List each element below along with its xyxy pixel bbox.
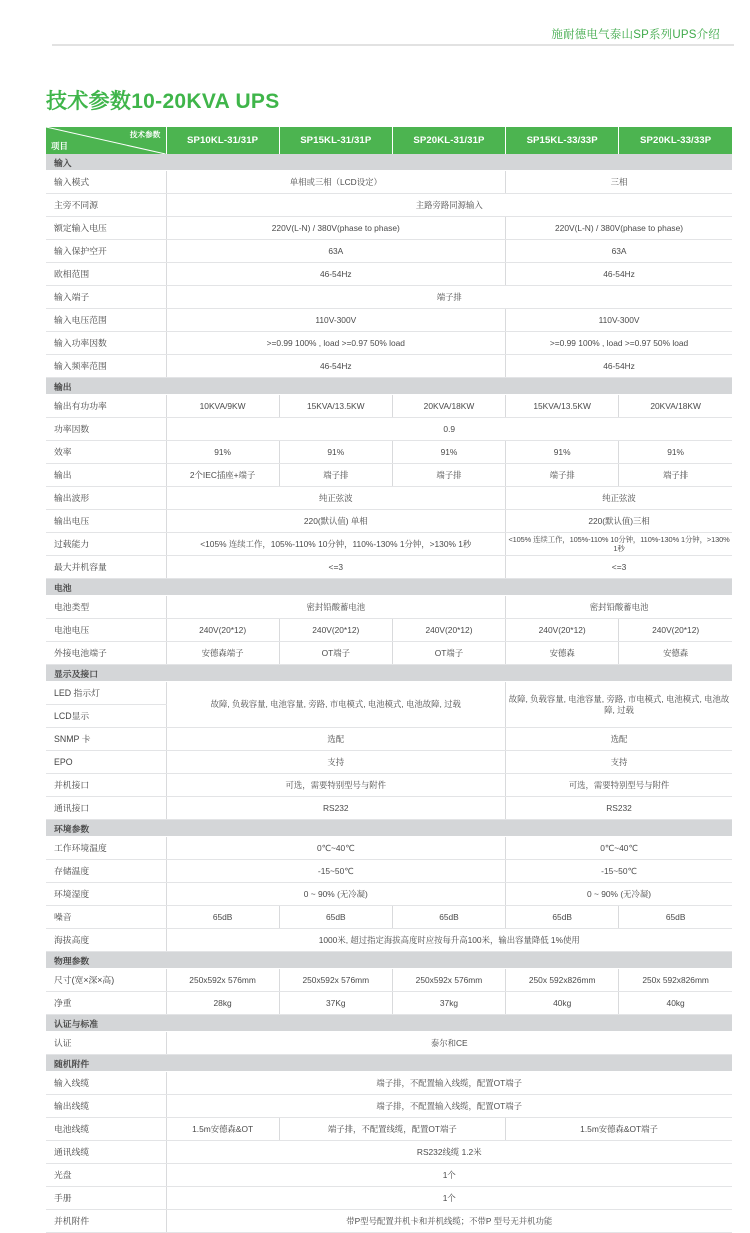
table-row xyxy=(46,1095,732,1118)
section-title: 显示及接口 xyxy=(46,665,732,682)
row-value: 纯正弦波 xyxy=(506,487,732,510)
row-label: 噪音 xyxy=(46,906,166,929)
corner-label-parameters: 技术参数 xyxy=(129,130,161,140)
row-value: 纯正弦波 xyxy=(166,487,506,510)
row-value: 带P型号配置并机卡和并机线缆；不带P 型号无并机功能 xyxy=(166,1210,732,1233)
row-label: 输入电压范围 xyxy=(46,309,166,332)
section-header-row xyxy=(46,1015,732,1032)
table-row xyxy=(46,992,732,1015)
row-value: <105% 连续工作，105%-110% 10分钟，110%-130% 1分钟，>130% 1秒 xyxy=(506,533,732,556)
row-value: 46-54Hz xyxy=(506,263,732,286)
table-row xyxy=(46,309,732,332)
row-label: 输出线缆 xyxy=(46,1095,166,1118)
row-label: 环境湿度 xyxy=(46,883,166,906)
table-row xyxy=(46,797,732,820)
row-value: 37Kg xyxy=(279,992,392,1015)
row-value: 泰尔和CE xyxy=(166,1032,732,1055)
table-row xyxy=(46,619,732,642)
row-value: 0 ~ 90% (无冷凝) xyxy=(166,883,506,906)
row-value: 91% xyxy=(506,441,619,464)
row-value: 250x592x 576mm xyxy=(166,969,279,992)
header-divider xyxy=(52,44,734,46)
row-label: 光盘 xyxy=(46,1164,166,1187)
row-value: 选配 xyxy=(506,728,732,751)
row-value: RS232 xyxy=(166,797,506,820)
row-value: 端子排 xyxy=(392,464,505,487)
row-value: 40kg xyxy=(506,992,619,1015)
table-row xyxy=(46,883,732,906)
table-row xyxy=(46,332,732,355)
table-row xyxy=(46,969,732,992)
row-value: 220V(L-N) / 380V(phase to phase) xyxy=(166,217,506,240)
row-value: <=3 xyxy=(166,556,506,579)
table-row xyxy=(46,286,732,309)
row-value: 250x592x 576mm xyxy=(392,969,505,992)
table-row xyxy=(46,1032,732,1055)
table-row xyxy=(46,355,732,378)
row-value: 65dB xyxy=(166,906,279,929)
row-value: 1个 xyxy=(166,1187,732,1210)
row-label: 通讯接口 xyxy=(46,797,166,820)
row-value: 65dB xyxy=(506,906,619,929)
row-label: 输入功率因数 xyxy=(46,332,166,355)
row-value: 密封铅酸蓄电池 xyxy=(166,596,506,619)
row-value: 单相或三相（LCD设定） xyxy=(166,171,506,194)
section-title: 环境参数 xyxy=(46,820,732,837)
table-row xyxy=(46,395,732,418)
row-value: 250x 592x826mm xyxy=(506,969,619,992)
row-value: 220V(L-N) / 380V(phase to phase) xyxy=(506,217,732,240)
row-label: 欧相范围 xyxy=(46,263,166,286)
row-label: 输出波形 xyxy=(46,487,166,510)
column-header-model-1: SP10KL-31/31P xyxy=(166,127,279,154)
page-title-wrap xyxy=(0,46,750,127)
row-label: 效率 xyxy=(46,441,166,464)
row-label: 输出 xyxy=(46,464,166,487)
table-row xyxy=(46,929,732,952)
running-header xyxy=(0,0,750,46)
table-row xyxy=(46,1164,732,1187)
row-value: 91% xyxy=(279,441,392,464)
table-row xyxy=(46,464,732,487)
table-row xyxy=(46,728,732,751)
row-label: 主旁不同源 xyxy=(46,194,166,217)
row-value: 65dB xyxy=(619,906,732,929)
row-value: 91% xyxy=(619,441,732,464)
row-label: LCD显示 xyxy=(46,705,166,728)
row-value: OT端子 xyxy=(279,642,392,665)
section-title: 电池 xyxy=(46,579,732,596)
row-label: 输入端子 xyxy=(46,286,166,309)
row-value: 63A xyxy=(506,240,732,263)
table-row xyxy=(46,263,732,286)
row-label: 通讯线缆 xyxy=(46,1141,166,1164)
row-value: 65dB xyxy=(392,906,505,929)
row-label: 认证 xyxy=(46,1032,166,1055)
row-value: 15KVA/13.5KW xyxy=(506,395,619,418)
running-header-text: 施耐德电气泰山SP系列UPS介绍 xyxy=(551,28,720,41)
row-label: EPO xyxy=(46,751,166,774)
row-value: 密封铅酸蓄电池 xyxy=(506,596,732,619)
header-corner-cell xyxy=(46,127,166,154)
row-value: 250x592x 576mm xyxy=(279,969,392,992)
row-label: 过载能力 xyxy=(46,533,166,556)
table-row xyxy=(46,171,732,194)
table-row xyxy=(46,217,732,240)
row-value: 安德森端子 xyxy=(166,642,279,665)
row-value: 安德森 xyxy=(506,642,619,665)
table-row xyxy=(46,774,732,797)
row-value: 28kg xyxy=(166,992,279,1015)
table-row xyxy=(46,1072,732,1095)
section-header-row xyxy=(46,952,732,969)
row-label: 额定输入电压 xyxy=(46,217,166,240)
row-value: 0℃~40℃ xyxy=(166,837,506,860)
row-value: 安德森 xyxy=(619,642,732,665)
table-row xyxy=(46,533,732,556)
table-row xyxy=(46,487,732,510)
row-label: 电池类型 xyxy=(46,596,166,619)
row-value: 2个IEC插座+端子 xyxy=(166,464,279,487)
spec-table-wrap xyxy=(0,127,750,1233)
row-label: 输入保护空开 xyxy=(46,240,166,263)
row-value: 110V-300V xyxy=(506,309,732,332)
table-row xyxy=(46,1210,732,1233)
page-title: 技术参数10-20KVA UPS xyxy=(46,90,280,113)
table-row xyxy=(46,751,732,774)
row-value: 46-54Hz xyxy=(166,263,506,286)
row-value: 1个 xyxy=(166,1164,732,1187)
row-value: 20KVA/18KW xyxy=(619,395,732,418)
table-row xyxy=(46,194,732,217)
row-value: 0℃~40℃ xyxy=(506,837,732,860)
row-label: 最大并机容量 xyxy=(46,556,166,579)
table-row xyxy=(46,441,732,464)
row-value: >=0.99 100% , load >=0.97 50% load xyxy=(506,332,732,355)
row-value: 端子排 xyxy=(619,464,732,487)
row-label: 手册 xyxy=(46,1187,166,1210)
row-value: 10KVA/9KW xyxy=(166,395,279,418)
row-label: 输入频率范围 xyxy=(46,355,166,378)
row-value: 端子排 xyxy=(506,464,619,487)
row-value: 1.5m安德森&OT端子 xyxy=(506,1118,732,1141)
row-value: 63A xyxy=(166,240,506,263)
row-label: SNMP 卡 xyxy=(46,728,166,751)
row-label: 海拔高度 xyxy=(46,929,166,952)
column-header-model-4: SP15KL-33/33P xyxy=(506,127,619,154)
row-value: 220(默认值)三相 xyxy=(506,510,732,533)
column-header-model-5: SP20KL-33/33P xyxy=(619,127,732,154)
row-value: 40kg xyxy=(619,992,732,1015)
table-header-row xyxy=(46,127,732,154)
row-value: 0.9 xyxy=(166,418,732,441)
table-row xyxy=(46,906,732,929)
row-value: 46-54Hz xyxy=(506,355,732,378)
table-row xyxy=(46,240,732,263)
row-label: LED 指示灯 xyxy=(46,682,166,705)
table-row xyxy=(46,418,732,441)
row-value: 选配 xyxy=(166,728,506,751)
section-title: 随机附件 xyxy=(46,1055,732,1072)
row-value: 故障, 负载容量, 电池容量, 旁路, 市电模式, 电池模式, 电池故障, 过载 xyxy=(506,682,732,728)
table-row xyxy=(46,860,732,883)
row-value: 20KVA/18KW xyxy=(392,395,505,418)
row-value: 可选，需要特别型号与附件 xyxy=(506,774,732,797)
column-header-model-2: SP15KL-31/31P xyxy=(279,127,392,154)
row-label: 电池线缆 xyxy=(46,1118,166,1141)
row-value: 240V(20*12) xyxy=(279,619,392,642)
table-row xyxy=(46,510,732,533)
section-header-row xyxy=(46,665,732,682)
row-value: 1.5m安德森&OT xyxy=(166,1118,279,1141)
row-label: 输出有功功率 xyxy=(46,395,166,418)
section-title: 物理参数 xyxy=(46,952,732,969)
row-value: 端子排，不配置输入线缆，配置OT端子 xyxy=(166,1072,732,1095)
corner-label-item: 项目 xyxy=(51,141,68,152)
section-title: 输入 xyxy=(46,154,732,171)
row-value: 250x 592x826mm xyxy=(619,969,732,992)
row-value: <105% 连续工作，105%-110% 10分钟，110%-130% 1分钟，>130% 1秒 xyxy=(166,533,506,556)
row-label: 并机附件 xyxy=(46,1210,166,1233)
row-label: 功率因数 xyxy=(46,418,166,441)
row-label: 并机接口 xyxy=(46,774,166,797)
row-value: 15KVA/13.5KW xyxy=(279,395,392,418)
row-value: 220(默认值) 单相 xyxy=(166,510,506,533)
row-value: -15~50℃ xyxy=(166,860,506,883)
row-value: 240V(20*12) xyxy=(506,619,619,642)
row-value: >=0.99 100% , load >=0.97 50% load xyxy=(166,332,506,355)
row-label: 工作环境温度 xyxy=(46,837,166,860)
column-header-model-3: SP20KL-31/31P xyxy=(392,127,505,154)
table-row xyxy=(46,837,732,860)
row-value: 65dB xyxy=(279,906,392,929)
row-value: 91% xyxy=(392,441,505,464)
row-label: 输出电压 xyxy=(46,510,166,533)
row-label: 外接电池端子 xyxy=(46,642,166,665)
table-row xyxy=(46,596,732,619)
row-value: 91% xyxy=(166,441,279,464)
section-header-row xyxy=(46,378,732,395)
row-value: 故障, 负载容量, 电池容量, 旁路, 市电模式, 电池模式, 电池故障, 过载 xyxy=(166,682,506,728)
row-value: 46-54Hz xyxy=(166,355,506,378)
row-label: 电池电压 xyxy=(46,619,166,642)
row-value: 110V-300V xyxy=(166,309,506,332)
table-row xyxy=(46,1187,732,1210)
row-value: -15~50℃ xyxy=(506,860,732,883)
row-value: 端子排 xyxy=(166,286,732,309)
row-label: 输入模式 xyxy=(46,171,166,194)
row-value: 端子排 xyxy=(279,464,392,487)
table-row xyxy=(46,1141,732,1164)
row-label: 尺寸(宽×深×高) xyxy=(46,969,166,992)
row-value: <=3 xyxy=(506,556,732,579)
table-row xyxy=(46,1118,732,1141)
row-value: 240V(20*12) xyxy=(619,619,732,642)
row-value: RS232线缆 1.2米 xyxy=(166,1141,732,1164)
row-value: 37kg xyxy=(392,992,505,1015)
table-row xyxy=(46,682,732,705)
row-value: 支持 xyxy=(506,751,732,774)
row-value: 240V(20*12) xyxy=(166,619,279,642)
row-value: 240V(20*12) xyxy=(392,619,505,642)
row-value: 主路旁路同源输入 xyxy=(166,194,732,217)
row-value: 支持 xyxy=(166,751,506,774)
section-title: 输出 xyxy=(46,378,732,395)
row-label: 存储温度 xyxy=(46,860,166,883)
section-header-row xyxy=(46,1055,732,1072)
row-value: 可选，需要特别型号与附件 xyxy=(166,774,506,797)
section-header-row xyxy=(46,579,732,596)
row-value: 0 ~ 90% (无冷凝) xyxy=(506,883,732,906)
row-value: 端子排，不配置输入线缆，配置OT端子 xyxy=(166,1095,732,1118)
row-value: RS232 xyxy=(506,797,732,820)
section-header-row xyxy=(46,820,732,837)
table-row xyxy=(46,556,732,579)
section-title: 认证与标准 xyxy=(46,1015,732,1032)
row-label: 输入线缆 xyxy=(46,1072,166,1095)
section-header-row xyxy=(46,154,732,171)
row-label: 净重 xyxy=(46,992,166,1015)
row-value: 1000米, 超过指定海拔高度时应按每升高100米，输出容量降低 1%使用 xyxy=(166,929,732,952)
row-value: OT端子 xyxy=(392,642,505,665)
row-value: 三相 xyxy=(506,171,732,194)
row-value: 端子排，不配置线缆，配置OT端子 xyxy=(279,1118,505,1141)
spec-table xyxy=(46,127,732,1233)
table-row xyxy=(46,642,732,665)
